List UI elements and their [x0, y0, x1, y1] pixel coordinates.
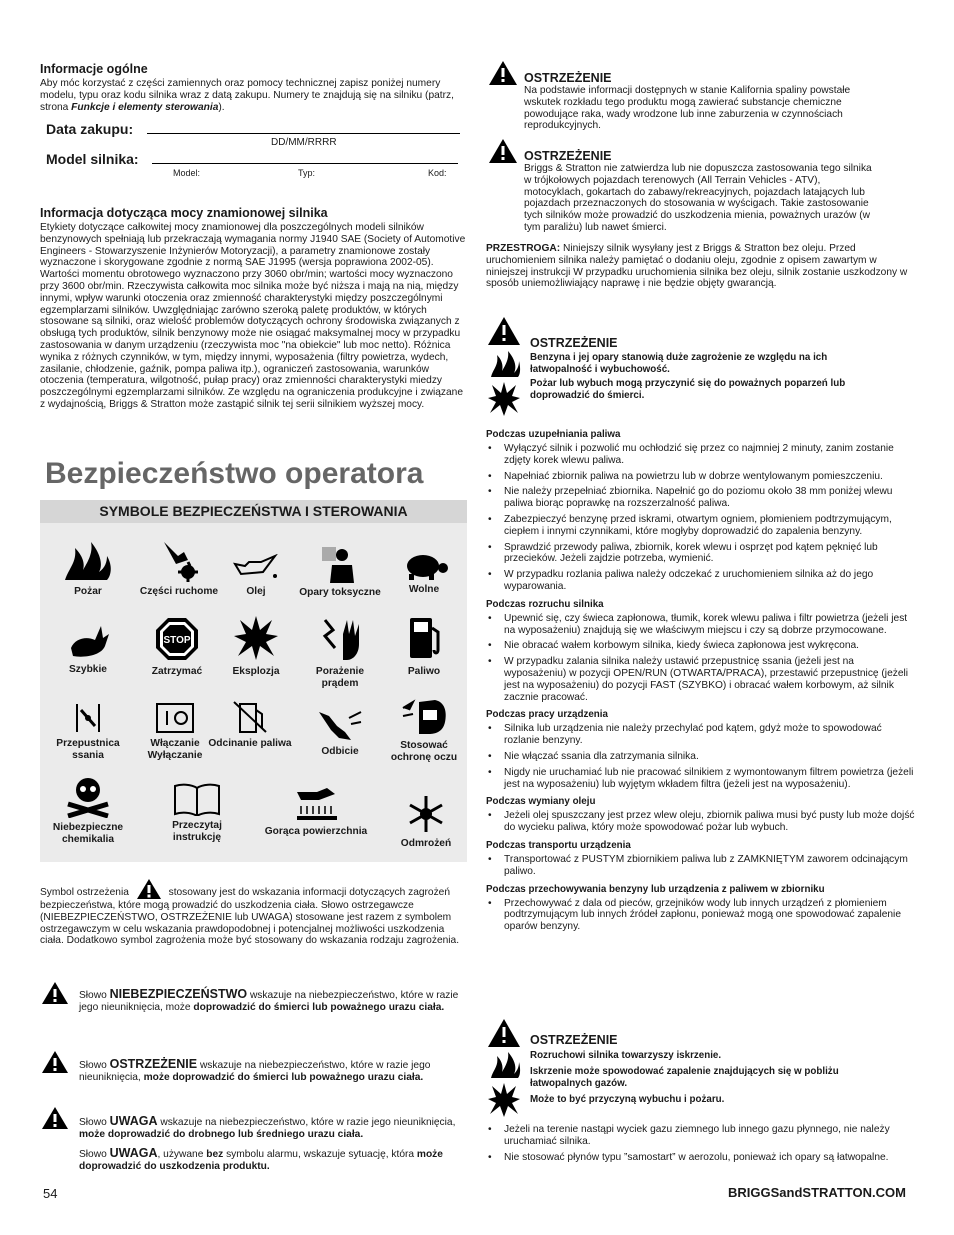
power-rating-heading: Informacja dotycząca mocy znamionowej silnika [40, 206, 328, 220]
list-item: • Nie włączać ssania dla zatrzymania silnika. [486, 751, 916, 763]
symbol-electric-shock: Porażenie prądem [298, 614, 382, 690]
power-rating-text: Etykiety dotyczące całkowitej mocy znamionowej dla poszczególnych modeli silników benzynowych spełniają lub przekraczają wymagania normy J1940 SAE (Society of Automotive Engineers - Stowarzyszenie Inżynierów Motoryzacji), a parametry znamionowe zostały wyznaczone i skorygowane zgodnie z normą SAE J1995 (wersja poprawiona 2002-05). Wartości momentu obrotowego wyznaczono przy 3060 obr/min; wartości mocy wyznaczono przy 3600 obr/min. Rzeczywista całkowita moc silnika może być niższa i mają na nią, między innymi, wpływ warunki otoczenia oraz zmienność charakterystyki między poszczególnymi egzemplarzami silników. Uwzględniając zarówno szeroką paletę produktów, w których stosowane są silniki, oraz wielość problemów dotyczących ochrony środowiska związanych z obsługą tych produktów, silnik benzynowy może nie osiągać maksymalnej mocy w przypadku zastosowania w danym urządzeniu (rzeczywista moc "na obiekcie" lub moc netto). Różnica wynika z różnych czynników, w tym, między innymi, wyposażenia (filtry powietrza, wydech, zasilanie, chłodzenie, gaźnik, pompa paliwa itp.), ograniczeń zastosowania, warunków otoczenia (temperatura, wilgotność, pułap pracy) oraz zmienności charakterystyki miedzy poszczególnymi egzemplarzami silników. Ze względu na ograniczenia produkcyjne i związane z wydajnością, Briggs & Stratton może zastąpić silnik tej serii silnikiem wyższej mocy. [40, 222, 466, 410]
general-info-text: Aby móc korzystać z części zamiennych oraz pomocy technicznej zapisz poniżej numery modelu, typu oraz kodu silnika wraz z datą zakupu. Numery te znajdują się na silniku (patrz, strona Funkcje i elementy sterowania). [40, 78, 454, 113]
warning-3-title: OSTRZEŻENIE [530, 336, 618, 350]
turtle-icon [399, 548, 449, 580]
warning-triangle-icon [136, 878, 162, 900]
work-heading: Podczas pracy urządzenia [486, 709, 608, 721]
symbol-eye-protection: Stosować ochronę oczu [382, 698, 466, 764]
list-item: • Napełniać zbiornik paliwa na powietrzu lub w dobrze wentylowanym pomieszczeniu. [486, 471, 916, 483]
symbol-fire: Pożar [46, 540, 130, 598]
symbol-oil: Olej [214, 554, 298, 598]
symbol-chemicals: Niebezpieczne chemikalia [46, 774, 130, 846]
caution-triangle-icon [41, 1106, 69, 1130]
oil-heading: Podczas wymiany oleju [486, 796, 596, 808]
symbol-fuel: Paliwo [382, 614, 466, 678]
symbol-fuel-shutoff: Odcinanie paliwa [208, 700, 292, 750]
eye-protection-icon [399, 698, 449, 736]
model-sublabel: Model: [173, 168, 201, 178]
symbol-frostbite: Odmrożeń [384, 794, 468, 850]
warning-3-triangle-icon [487, 316, 521, 346]
list-item: • Przechowywać z dala od pieców, grzejników wody lub innych urządzeń z płomieniem podtrzymującym lub innych źródeł zapłonu, ponieważ mogą one spowodować zapalenie oparów benzyny. [486, 898, 916, 933]
engine-model-line[interactable] [152, 163, 458, 164]
on-off-icon [155, 702, 195, 734]
explosion-warning-2-icon [487, 1082, 521, 1118]
symbol-fast: Szybkie [46, 618, 130, 676]
final-notes [486, 1124, 916, 1167]
controls-reference: Funkcje i elementy sterowania [71, 101, 219, 113]
symbol-hot-surface: Gorąca powierzchnia [258, 786, 374, 838]
symbol-toxic-fumes: Opary toksyczne [298, 543, 382, 599]
kickback-icon [315, 708, 365, 742]
symbols-header: SYMBOLE BEZPIECZEŃSTWA I STEROWANIA [40, 500, 467, 523]
manual-book-icon [173, 782, 221, 816]
brand-url[interactable]: BRIGGSandSTRATTON.COM [728, 1185, 906, 1200]
warning-2-text: Briggs & Stratton nie zatwierdza lub nie dopuszcza zastosowania tego silnika w trójkołowych pojazdach terenowych (All Terrain Vehicles - ATV), motocyklach, gokartach do zabawy/rekreacyjnych, pojazdach latających lub pojazdach przeznaczonych do stosowania w wyścigach. Takie zastosowanie tych silników może prowadzić do uszkodzenia mienia, poważnych urazów (w tym paraliżu) lub nawet śmierci. [524, 163, 872, 233]
list-item: • Nie należy przepełniać zbiornika. Napełnić go do poziomu około 38 mm poniżej wlewu paliwa biorąc poprawkę na rozszerzalność paliwa. [486, 486, 916, 510]
explosion-warning-icon [487, 381, 521, 417]
warning-4-line-2: Iskrzenie może spowodować zapalenie znajdujących się w pobliżu łatwopalnych gazów. [530, 1066, 839, 1089]
warning-4-triangle-icon [487, 1018, 521, 1048]
section-title: Bezpieczeństwo operatora [45, 457, 424, 490]
danger-definition: Słowo NIEBEZPIECZEŃSTWO wskazuje na niebezpieczeństwo, które w razie jego nieuniknięcia, może doprowadzić do śmierci lub poważnego urazu ciała. [79, 987, 459, 1013]
warning-3-line-1: Benzyna i jej opary stanowią duże zagrożenie ze względu na ich łatwopalność i wybuchowość. [530, 352, 828, 375]
list-item: • Upewnić się, czy świeca zapłonowa, tłumik, korek wlewu paliwa i filtr powietrza (jeżeli jest na wyposażeniu) znajdują się we właściwym miejscu i czy są dobrze przymocowane. [486, 613, 916, 637]
purchase-date-hint: DD/MM/RRRR [271, 137, 337, 148]
symbol-stop: STOP Zatrzymać [135, 616, 219, 678]
skull-icon [64, 774, 112, 818]
refuel-heading: Podczas uzupełniania paliwa [486, 429, 621, 440]
caution-definition: Słowo UWAGA wskazuje na niebezpieczeństwo, które w razie jego nieuniknięcia, może doprowadzić do drobnego lub średniego urazu ciała. [79, 1114, 456, 1140]
rabbit-icon [65, 618, 111, 660]
svg-text:STOP: STOP [163, 635, 191, 646]
list-item: • Silnika lub urządzenia nie należy przechylać pod kątem, gdyż może to spowodować rozlanie benzyny. [486, 723, 916, 747]
list-item: • W przypadku zalania silnika należy ustawić przepustnicę ssania (jeżeli jest na wyposażeniu) w pozycji OPEN/RUN (OTWARTA/PRACA), przestawić przepustnicę (jeżeli jest na wyposażeniu) do pozycji FAST (SZYBKO) i obracać wałem korbowym, aż silnik zacznie pracować. [486, 656, 916, 703]
symbol-explosion: Eksplozja [214, 614, 298, 678]
oil-can-icon [231, 554, 281, 582]
caution-note: PRZESTROGA: Niniejszy silnik wysyłany jest z Briggs & Stratton bez oleju. Przed uruchomieniem silnika należy pamiętać o dodaniu oleju, zgodnie z opisem zawartym w niniejszej instrukcji W przypadku uruchomienia silnika bez oleju, silnik zostanie uszkodzony w sposób uniemożliwiający naprawę i nie będzie objęty gwarancją. [486, 243, 908, 290]
warning-2-triangle-icon [488, 138, 518, 164]
symbol-moving-parts: Części ruchome [137, 538, 221, 598]
fire-warning-icon [489, 349, 521, 379]
list-item: • Zabezpieczyć benzynę przed iskrami, otwartym ogniem, płomieniem podtrzymującym, ciepłem i innymi czynnikami, które mogłyby doprowadzić do zapalenia benzyny. [486, 514, 916, 538]
warning-3-line-2: Pożar lub wybuch mogą przyczynić się do poważnych poparzeń lub doprowadzić do śmierci. [530, 378, 846, 401]
list-item: • Jeżeli olej spuszczany jest przez wlew oleju, zbiornik paliwa musi być pusty lub może dojść do wycieku paliwa, który może spowodować pożar lub wybuch. [486, 810, 916, 834]
choke-icon [73, 702, 103, 734]
type-sublabel: Typ: [298, 168, 316, 178]
list-item: • Jeżeli na terenie nastąpi wyciek gazu ziemnego lub innego gazu płynnego, nie należy uruchamiać silnika. [486, 1124, 916, 1148]
symbol-read-manual: Przeczytaj instrukcję [155, 782, 239, 844]
hot-surface-icon [291, 786, 341, 822]
fire-icon [63, 540, 113, 582]
code-sublabel: Kod: [428, 168, 447, 178]
list-item: • Transportować z PUSTYM zbiornikiem paliwa lub z ZAMKNIĘTYM zaworem odcinającym paliwo. [486, 854, 916, 878]
list-item: • Sprawdzić przewody paliwa, zbiornik, korek wlewu i osprzęt pod kątem pęknięć lub przecieków. Jeżeli zajdzie potrzeba, wymienić. [486, 542, 916, 566]
list-item: • Wyłączyć silnik i pozwolić mu ochłodzić się przez co najmniej 2 minuty, zanim zostanie zdjęty korek wlewu paliwa. [486, 443, 916, 467]
transport-heading: Podczas transportu urządzenia [486, 839, 631, 851]
fuel-shutoff-icon [232, 700, 268, 734]
refuel-section [486, 429, 916, 937]
warning-def-triangle-icon [41, 1050, 69, 1074]
danger-triangle-icon [41, 981, 69, 1005]
warning-4-title: OSTRZEŻENIE [530, 1033, 618, 1047]
fire-warning-2-icon [489, 1050, 521, 1080]
warning-1-text: Na podstawie informacji dostępnych w stanie Kalifornia spaliny powstałe wskutek rozkładu tego produktu mogą zawierać substancje chemiczne powodujące raka, wady wrodzone lub inne zaburzenia w czynnościach reprodukcyjnych. [524, 85, 851, 132]
stop-icon [154, 616, 200, 662]
general-info-heading: Informacje ogólne [40, 62, 148, 76]
storage-heading: Podczas przechowywania benzyny lub urządzenia z paliwem w zbiorniku [486, 883, 825, 895]
list-item: • Nie stosować płynów typu ”samostart” w aerozolu, ponieważ ich opary są łatwopalne. [486, 1152, 916, 1164]
purchase-date-line[interactable] [147, 133, 460, 134]
warning-1-triangle-icon [488, 60, 518, 86]
symbol-on-off: Włączanie Wyłączanie [133, 702, 217, 762]
fuel-pump-icon [404, 614, 444, 662]
warning-2-title: OSTRZEŻENIE [524, 149, 612, 163]
toxic-fumes-icon [318, 543, 362, 583]
page-number: 54 [43, 1186, 58, 1201]
purchase-date-label: Data zakupu: [46, 121, 134, 137]
list-item: • W przypadku rozlania paliwa należy odczekać z uruchomieniem silnika aż do jego wyparowania. [486, 569, 916, 593]
explosion-icon [232, 614, 280, 662]
list-item: • Nie obracać wałem korbowym silnika, kiedy świeca zapłonowa jest wykręcona. [486, 640, 916, 652]
engine-model-label: Model silnika: [46, 151, 139, 167]
warning-definition: Słowo OSTRZEŻENIE wskazuje na niebezpieczeństwo, które w razie jego nieuniknięcia, może doprowadzić do śmierci lub poważnego urazu ciała. [79, 1057, 431, 1083]
symbol-kickback: Odbicie [298, 708, 382, 758]
start-heading: Podczas rozruchu silnika [486, 598, 604, 610]
warning-4-line-3: Może to być przyczyną wybuchu i pożaru. [530, 1094, 725, 1105]
caution-word: UWAGA [109, 1114, 158, 1128]
warning-1-title: OSTRZEŻENIE [524, 71, 612, 85]
symbol-intro-text: Symbol ostrzeżenia stosowany jest do wskazania informacji dotyczących zagrożeń bezpieczeństwa, które mogą prowadzić do uszkodzenia ciała. Słowo ostrzegawcze (NIEBEZPIECZEŃSTWO, OSTRZEŻENIE lub UWAGA) stosowane jest razem z symbolem ostrzegawczym w celu wskazania prawdopodobnej i potencjalnej możliwości uszkodzenia ciała. Dodatkowo symbol zagrożenia może być stosowany do wskazania rodzaju zagrożenia. [40, 878, 465, 947]
moving-parts-icon [154, 538, 204, 582]
warning-word: OSTRZEŻENIE [109, 1057, 198, 1071]
warning-4-line-1: Rozruchowi silnika towarzyszy iskrzenie. [530, 1050, 722, 1061]
caution-no-symbol-definition: Słowo UWAGA, używane bez symbolu alarmu, wskazuje sytuację, która może doprowadzić do uszkodzenia produktu. [79, 1146, 443, 1172]
symbol-slow: Wolne [382, 548, 466, 596]
list-item: • Nigdy nie uruchamiać lub nie pracować silnikiem z wymontowanym filtrem powietrza (jeżeli jest na wyposażeniu) lub wyjętym wkładem filtra (jeżeli jest na wyposażeniu). [486, 767, 916, 791]
electric-shock-icon [315, 614, 365, 662]
symbol-choke: Przepustnica ssania [46, 702, 130, 762]
snowflake-icon [406, 794, 446, 834]
danger-word: NIEBEZPIECZEŃSTWO [109, 987, 248, 1001]
